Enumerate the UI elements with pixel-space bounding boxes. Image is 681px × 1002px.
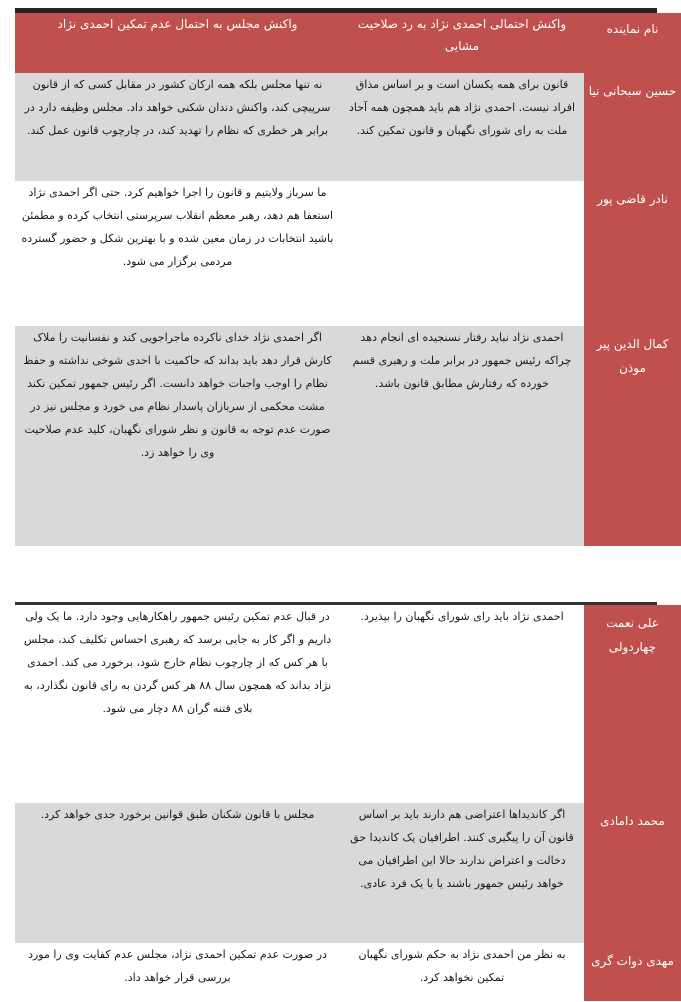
representatives-table-2 [15,605,681,1001]
representatives-table-1 [15,13,681,546]
rep-name: مهدی دوات گری [584,943,681,1001]
reaction-text: به نظر من احمدی نژاد به حکم شورای نگهبان تمکین نخواهد کرد. [340,943,584,1001]
majlis-text: مجلس با قانون شکنان طبق قوانین برخورد جدی خواهد کرد. [15,803,340,943]
reaction-text: اگر کاندیداها اعتراضی هم دارند باید بر اساس قانون آن را پیگیری کنند. اطرافیان یک کاندیدا حق دخالت و اعتراض ندارند حالا این اطرافیان می خواهد رئیس جمهور باشند یا یا یک فرد عادی. [340,803,584,943]
table1-header-row [15,13,681,73]
rep-name: محمد دامادی [584,803,681,943]
reaction-text: احمدی نژاد باید رای شورای نگهبان را بپذیرد. [340,605,584,803]
header-majlis: واکنش مجلس به احتمال عدم تمکین احمدی نژاد [15,13,340,73]
rep-name: نادر قاضی پور [584,181,681,326]
table-row [15,943,681,1001]
majlis-text: در قبال عدم تمکین رئیس جمهور راهکارهایی وجود دارد. ما یک ولی داریم و اگر کار به جایی برسد که رهبری احساس تکلیف کند، مجلس با هر کس که از چارچوب نظام خارج شود، برخورد می کند. احمدی نژاد بداند که همچون سال ۸۸ هر کس گردن به رای قانون نگذارد، به بلای فتنه گران ۸۸ دچار می شود. [15,605,340,803]
table-row [15,181,681,326]
reaction-text [340,181,584,326]
rep-name: حسین سبحانی نیا [584,73,681,181]
table-row [15,73,681,181]
header-reaction: واکنش احتمالی احمدی نژاد به رد صلاحیت مشایی [340,13,584,73]
majlis-text: ما سرباز ولایتیم و قانون را اجرا خواهیم کرد. حتی اگر احمدی نژاد استعفا هم دهد، رهبر معظم انقلاب سرپرستی انتخاب کرده و مطمئن باشید انتخابات در زمان معین شده و با بهترین شکل و حضور گسترده مردمی برگزار می شود. [15,181,340,326]
table-row [15,803,681,943]
header-name: نام نماینده [584,13,681,73]
majlis-text: در صورت عدم تمکین احمدی نژاد، مجلس عدم کفایت وی را مورد بررسی قرار خواهد داد. [15,943,340,1001]
majlis-text: اگر احمدی نژاد خدای ناکرده ماجراجویی کند و نفسانیت را ملاک کارش قرار دهد باید بداند که حاکمیت با احدی شوخی نداشته و حفظ نظام را اوجب واجبات خواهد دانست. اگر رئیس جمهور تمکین نکند مشت محکمی از سربازان پاسدار نظام می خورد و مجلس نیز در صورت عدم توجه به قانون و نظر شورای نگهبان، کلید عدم صلاحیت وی را خواهد زد. [15,326,340,546]
table-row [15,326,681,546]
reaction-text: احمدی نژاد نباید رفتار نسنجیده ای انجام دهد چراکه رئیس جمهور در برابر ملت و رهبری قسم خورده که رفتارش مطابق قانون باشد. [340,326,584,546]
rep-name: کمال الدین پیر موذن [584,326,681,546]
table-row [15,605,681,803]
rep-name: علی نعمت چهاردولی [584,605,681,803]
reaction-text: قانون برای همه یکسان است و بر اساس مذاق افراد نیست. احمدی نژاد هم باید همچون همه آحاد ملت به رای شورای نگهبان و قانون تمکین کند. [340,73,584,181]
majlis-text: نه تنها مجلس بلکه همه ارکان کشور در مقابل کسی که از قانون سرپیچی کند، واکنش دندان شکنی خواهد داد. مجلس وظیفه دارد در برابر هر خطری که نظام را تهدید کند، در چارچوب قانون عمل کند. [15,73,340,181]
